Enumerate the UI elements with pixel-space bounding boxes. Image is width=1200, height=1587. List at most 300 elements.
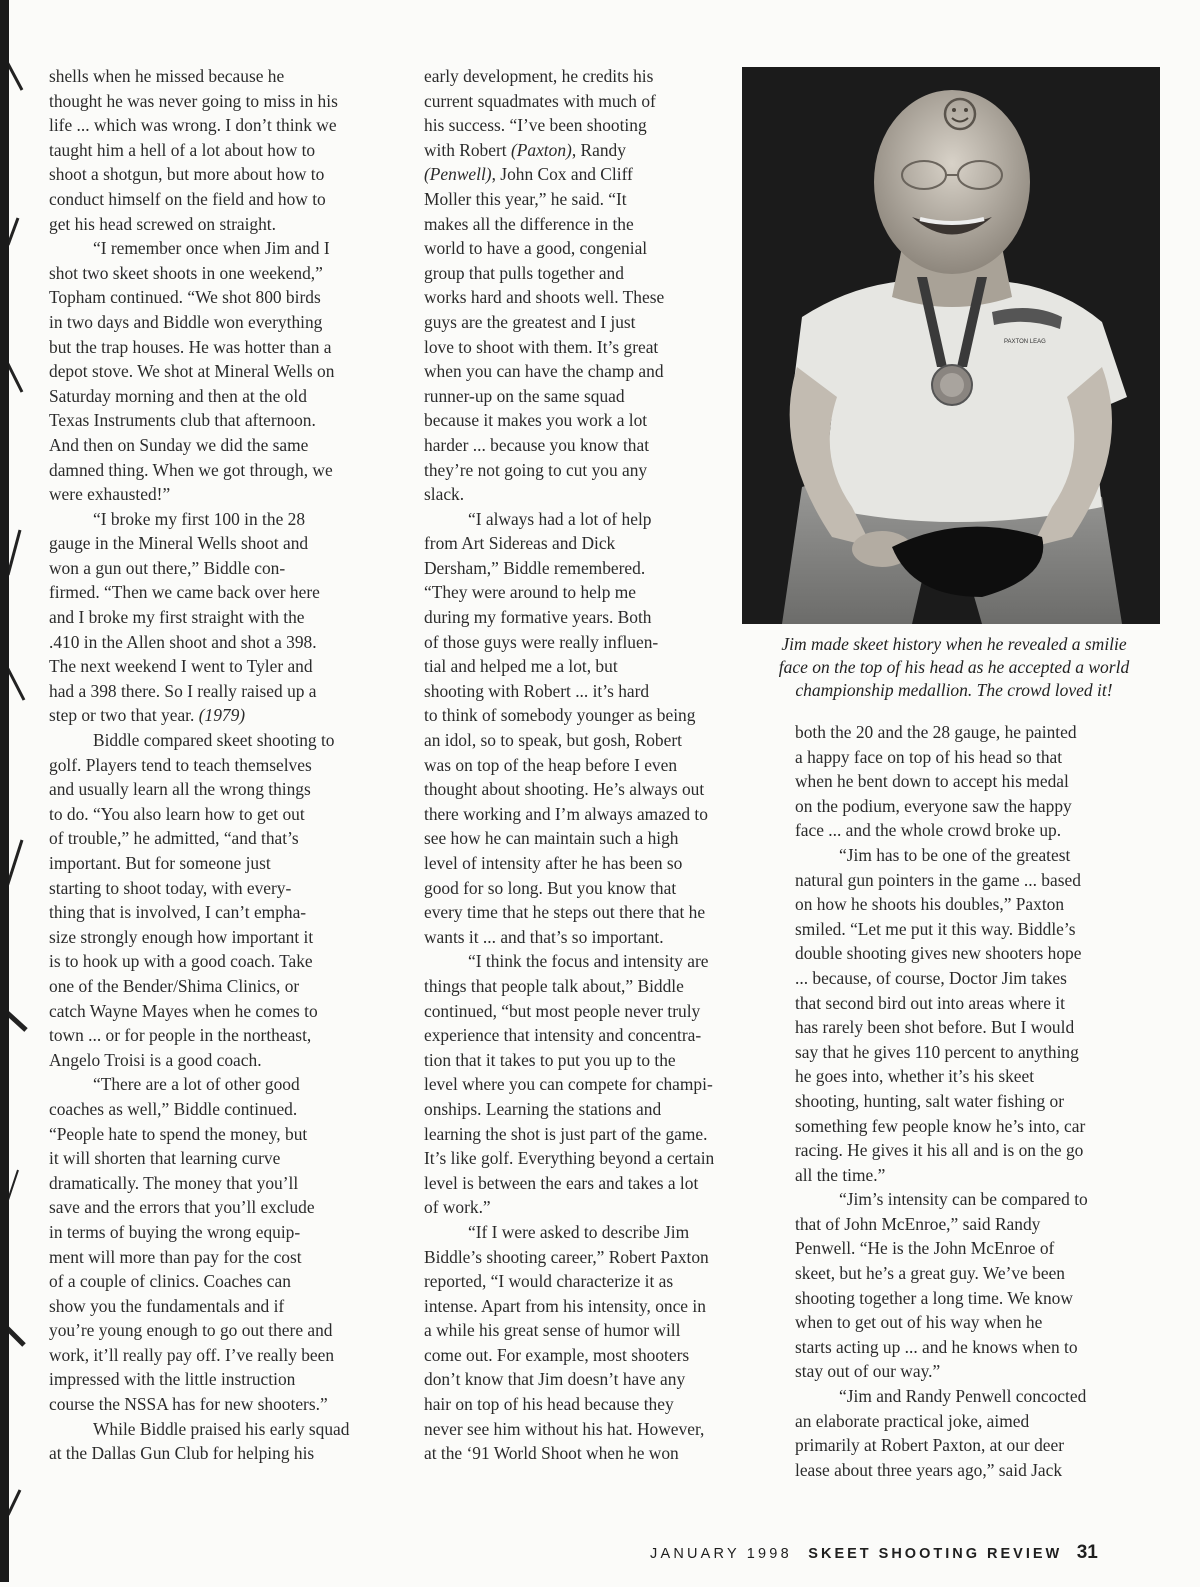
article-line — [49, 605, 409, 630]
line-text: runner-up on the same squad — [424, 385, 625, 406]
article-line — [49, 851, 409, 876]
line-text: love to shoot with them. It’s great — [424, 336, 659, 357]
article-line — [49, 777, 409, 802]
article-line — [795, 1138, 1155, 1163]
binding-strip — [0, 0, 9, 1582]
line-text: of trouble,” he admitted, “and that’s — [49, 828, 299, 849]
line-text: Biddle’s shooting career,” Robert Paxton — [424, 1246, 709, 1267]
article-line — [49, 64, 409, 89]
article-line — [424, 507, 769, 532]
line-text: say that he gives 110 percent to anything — [795, 1041, 1079, 1062]
article-line — [49, 1269, 409, 1294]
line-text: never see him without his hat. However, — [424, 1418, 705, 1439]
article-line — [795, 769, 1155, 794]
article-line — [424, 900, 769, 925]
line-text: he goes into, whether it’s his skeet — [795, 1066, 1035, 1087]
line-text: continued, “but most people never truly — [424, 1000, 701, 1021]
article-line — [795, 1433, 1155, 1458]
line-text: impressed with the little instruction — [49, 1369, 296, 1390]
line-text: town ... or for people in the northeast, — [49, 1025, 312, 1046]
article-line — [49, 138, 409, 163]
article-line — [49, 1146, 409, 1171]
line-text: “People hate to spend the money, but — [49, 1123, 308, 1144]
line-text: a while his great sense of humor will — [424, 1320, 681, 1341]
article-line — [424, 974, 769, 999]
article-line — [49, 1367, 409, 1392]
line-text: The next weekend I went to Tyler and — [49, 656, 313, 677]
line-text: golf. Players tend to teach themselves — [49, 754, 312, 775]
article-line — [424, 949, 769, 974]
line-text: life ... which was wrong. I don’t think we — [49, 115, 337, 136]
line-text: stay out of our way.” — [795, 1361, 941, 1382]
article-line — [795, 1163, 1155, 1188]
article-line — [49, 1220, 409, 1245]
article-line — [49, 335, 409, 360]
article-line — [795, 843, 1155, 868]
line-text: every time that he steps out there that he — [424, 902, 706, 923]
article-line — [795, 1089, 1155, 1114]
article-line — [49, 654, 409, 679]
line-text: “If I were asked to describe Jim — [468, 1221, 690, 1242]
line-text: world to have a good, congenial — [424, 238, 648, 259]
line-text: that of John McEnroe,” said Randy — [795, 1213, 1041, 1234]
article-line — [424, 113, 769, 138]
line-text: “I remember once when Jim and I — [93, 238, 330, 259]
line-text: during my formative years. Both — [424, 607, 652, 628]
article-line — [795, 1359, 1155, 1384]
article-line — [795, 1212, 1155, 1237]
line-text: “I broke my first 100 in the 28 — [93, 508, 306, 529]
line-text: harder ... because you know that — [424, 434, 650, 455]
line-text: Biddle compared skeet shooting to — [93, 730, 335, 751]
article-line — [49, 1318, 409, 1343]
page-footer — [650, 1542, 1150, 1564]
article-line — [424, 1318, 769, 1343]
line-text: ment will more than pay for the cost — [49, 1246, 302, 1267]
article-line — [424, 1195, 769, 1220]
line-text: with Robert — [424, 139, 507, 160]
article-line — [795, 1040, 1155, 1065]
article-line — [49, 728, 409, 753]
line-text: from Art Sidereas and Dick — [424, 533, 616, 554]
line-text: a happy face on top of his head so that — [795, 746, 1063, 767]
article-line — [424, 310, 769, 335]
line-text: on the podium, everyone saw the happy — [795, 795, 1072, 816]
line-text: of those guys were really influen- — [424, 631, 659, 652]
line-text: gauge in the Mineral Wells shoot and — [49, 533, 309, 554]
article-line — [795, 1310, 1155, 1335]
article-line — [424, 162, 769, 187]
article-line — [795, 1286, 1155, 1311]
line-text: there working and I’m always amazed to — [424, 803, 708, 824]
line-text: because it makes you work a lot — [424, 410, 648, 431]
article-column-3 — [795, 720, 1155, 1482]
caption-line-3: championship medallion. The crowd loved it! — [795, 680, 1113, 700]
line-text: ... because, of course, Doctor Jim takes — [795, 967, 1067, 988]
line-text: Topham continued. “We shot 800 birds — [49, 287, 321, 308]
line-text: you’re young enough to go out there and — [49, 1320, 333, 1341]
line-text: .410 in the Allen shoot and shot a 398. — [49, 631, 317, 652]
page-number: 31 — [1076, 1542, 1098, 1563]
article-line — [424, 359, 769, 384]
line-text: current squadmates with much of — [424, 90, 656, 111]
line-text: see how he can maintain such a high — [424, 828, 679, 849]
line-text: thought about shooting. He’s always out — [424, 779, 705, 800]
line-text: shoot a shotgun, but more about how to — [49, 164, 325, 185]
line-text: of work.” — [424, 1197, 491, 1218]
line-text: was on top of the heap before I even — [424, 754, 678, 775]
article-line — [795, 991, 1155, 1016]
line-text: something few people know he’s into, car — [795, 1115, 1086, 1136]
article-line — [49, 1294, 409, 1319]
line-text: “Jim’s intensity can be compared to — [839, 1189, 1088, 1210]
line-text: get his head screwed on straight. — [49, 213, 276, 234]
line-text: “Jim has to be one of the greatest — [839, 844, 1071, 865]
line-text: thought he was never going to miss in his — [49, 90, 338, 111]
line-text: level is between the ears and takes a lot — [424, 1172, 699, 1193]
article-line — [424, 187, 769, 212]
article-line — [424, 876, 769, 901]
line-text: coaches as well,” Biddle continued. — [49, 1098, 298, 1119]
article-line — [49, 261, 409, 286]
line-text: guys are the greatest and I just — [424, 311, 636, 332]
article-line — [424, 605, 769, 630]
article-line — [424, 433, 769, 458]
line-text: but the trap houses. He was hotter than a — [49, 336, 332, 357]
article-line — [424, 261, 769, 286]
line-text: dramatically. The money that you’ll — [49, 1172, 299, 1193]
line-text: an idol, so to speak, but gosh, Robert — [424, 730, 682, 751]
line-emphasis: (Paxton) — [510, 139, 572, 160]
article-line — [795, 1015, 1155, 1040]
line-text: taught him a hell of a lot about how to — [49, 139, 316, 160]
article-line — [49, 703, 409, 728]
article-line — [795, 818, 1155, 843]
article-line — [424, 1220, 769, 1245]
article-line — [424, 335, 769, 360]
article-line — [795, 868, 1155, 893]
line-text: “I think the focus and intensity are — [468, 951, 709, 972]
article-line — [795, 745, 1155, 770]
line-text: size strongly enough how important it — [49, 926, 314, 947]
line-text: Penwell. “He is the John McEnroe of — [795, 1238, 1055, 1259]
article-line — [49, 949, 409, 974]
line-text: that second bird out into areas where it — [795, 992, 1065, 1013]
footer-issue-date: JANUARY 1998 — [650, 1546, 792, 1562]
article-line — [424, 408, 769, 433]
line-text: show you the fundamentals and if — [49, 1295, 285, 1316]
line-text: natural gun pointers in the game ... based — [795, 869, 1081, 890]
line-text: group that pulls together and — [424, 262, 624, 283]
line-text: racing. He gives it his all and is on the go — [795, 1140, 1084, 1161]
line-text: damned thing. When we got through, we — [49, 459, 333, 480]
line-text: onships. Learning the stations and — [424, 1098, 662, 1119]
article-line — [49, 531, 409, 556]
article-line — [424, 89, 769, 114]
line-text: “There are a lot of other good — [93, 1074, 300, 1095]
line-text: they’re not going to cut you any — [424, 459, 648, 480]
article-line — [49, 1195, 409, 1220]
line-text: double shooting gives new shooters hope — [795, 943, 1082, 964]
caption-line-1: Jim made skeet history when he revealed a smilie — [781, 634, 1127, 654]
article-line — [424, 531, 769, 556]
article-line — [795, 917, 1155, 942]
line-text: level where you can compete for champi- — [424, 1074, 713, 1095]
article-line — [49, 507, 409, 532]
shirt-logo-text: PAXTON LEAG — [1004, 339, 1046, 345]
line-text: to do. “You also learn how to get out — [49, 803, 305, 824]
line-text: shells when he missed because he — [49, 66, 285, 86]
article-line — [424, 703, 769, 728]
article-line — [424, 212, 769, 237]
article-line — [424, 1122, 769, 1147]
line-text: catch Wayne Mayes when he comes to — [49, 1000, 318, 1021]
article-line — [424, 851, 769, 876]
article-line — [424, 1441, 769, 1466]
line-text: good for so long. But you know that — [424, 877, 677, 898]
line-text: his success. “I’ve been shooting — [424, 115, 647, 136]
line-text: don’t know that Jim doesn’t have any — [424, 1369, 686, 1390]
line-text: Texas Instruments club that afternoon. — [49, 410, 316, 431]
article-line — [795, 1335, 1155, 1360]
line-text: come out. For example, most shooters — [424, 1344, 690, 1365]
line-text: of a couple of clinics. Coaches can — [49, 1271, 291, 1292]
article-line — [49, 974, 409, 999]
line-text: “I always had a lot of help — [468, 508, 652, 529]
article-line — [424, 1146, 769, 1171]
article-line — [49, 384, 409, 409]
line-text: reported, “I would characterize it as — [424, 1271, 674, 1292]
article-line — [49, 1048, 409, 1073]
line-text: Moller this year,” he said. “It — [424, 188, 627, 209]
line-text: face ... and the whole crowd broke up. — [795, 820, 1062, 841]
line-text: “They were around to help me — [424, 582, 636, 603]
line-text: starts acting up ... and he knows when to — [795, 1336, 1078, 1357]
article-line — [49, 212, 409, 237]
article-line — [795, 1261, 1155, 1286]
line-text: to think of somebody younger as being — [424, 705, 696, 726]
article-line — [795, 1187, 1155, 1212]
article-line — [424, 1072, 769, 1097]
line-text: all the time.” — [795, 1164, 886, 1185]
line-text: in two days and Biddle won everything — [49, 311, 323, 332]
photo-caption — [739, 633, 1169, 702]
line-text: one of the Bender/Shima Clinics, or — [49, 975, 300, 996]
article-line — [49, 802, 409, 827]
line-text: important. But for someone just — [49, 853, 271, 873]
line-text: depot stove. We shot at Mineral Wells on — [49, 361, 335, 382]
line-text: things that people talk about,” Biddle — [424, 975, 684, 996]
article-line — [49, 876, 409, 901]
article-line — [424, 138, 769, 163]
line-text: makes all the difference in the — [424, 213, 634, 234]
line-text: firmed. “Then we came back over here — [49, 582, 320, 603]
line-text: Dersham,” Biddle remembered. — [424, 557, 646, 578]
article-line — [424, 1171, 769, 1196]
line-emphasis: (1979) — [198, 705, 246, 726]
article-line — [424, 236, 769, 261]
article-line — [49, 482, 409, 507]
photo-illustration — [742, 67, 1160, 624]
article-line — [795, 1409, 1155, 1434]
caption-line-2: face on the top of his head as he accepted a world — [778, 657, 1130, 677]
article-line — [49, 359, 409, 384]
line-text: at the Dallas Gun Club for helping his — [49, 1443, 315, 1464]
article-line — [49, 408, 409, 433]
article-line — [49, 89, 409, 114]
article-line — [424, 1367, 769, 1392]
line-text: at the ‘91 World Shoot when he won — [424, 1443, 679, 1464]
line-text: both the 20 and the 28 gauge, he painted — [795, 722, 1077, 742]
line-text: has rarely been shot before. But I would — [795, 1017, 1075, 1038]
line-text: conduct himself on the field and how to — [49, 188, 326, 209]
article-line — [795, 1114, 1155, 1139]
article-line — [795, 1384, 1155, 1409]
article-line — [49, 285, 409, 310]
article-line — [49, 433, 409, 458]
article-line — [49, 1343, 409, 1368]
article-line — [424, 753, 769, 778]
article-line — [49, 556, 409, 581]
article-line — [49, 310, 409, 335]
article-line — [424, 1097, 769, 1122]
article-line — [424, 802, 769, 827]
line-text: It’s like golf. Everything beyond a certain — [424, 1148, 715, 1169]
line-text: shooting together a long time. We know — [795, 1287, 1073, 1308]
line-text: And then on Sunday we did the same — [49, 434, 309, 455]
article-line — [795, 1458, 1155, 1483]
article-line — [424, 556, 769, 581]
line-text: course the NSSA has for new shooters.” — [49, 1394, 328, 1415]
line-text: wants it ... and that’s so important. — [424, 926, 664, 947]
article-line — [795, 1236, 1155, 1261]
article-line — [49, 925, 409, 950]
article-line — [795, 966, 1155, 991]
page-binding-edge — [0, 0, 40, 1582]
article-line — [424, 64, 769, 89]
line-text: and I broke my first straight with the — [49, 607, 305, 628]
article-line — [49, 187, 409, 212]
article-line — [49, 1097, 409, 1122]
article-line — [424, 630, 769, 655]
article-line — [795, 1064, 1155, 1089]
line-text: lease about three years ago,” said Jack — [795, 1459, 1063, 1480]
article-line — [424, 999, 769, 1024]
line-text: had a 398 there. So I really raised up a — [49, 680, 317, 701]
article-line — [49, 1245, 409, 1270]
line-text: shooting, hunting, salt water fishing or — [795, 1090, 1065, 1111]
article-line — [49, 1392, 409, 1417]
article-line — [424, 1392, 769, 1417]
line-text: skeet, but he’s a great guy. We’ve been — [795, 1263, 1065, 1284]
line-emphasis: (Penwell) — [424, 164, 492, 185]
line-text: on how he shoots his doubles,” Paxton — [795, 894, 1065, 915]
article-line — [424, 1417, 769, 1442]
line-text: learning the shot is just part of the game. — [424, 1123, 708, 1144]
line-text: it will shorten that learning curve — [49, 1148, 281, 1169]
line-text: level of intensity after he has been so — [424, 853, 683, 873]
article-line — [49, 900, 409, 925]
line-text: tial and helped me a lot, but — [424, 656, 618, 677]
article-line — [424, 728, 769, 753]
line-text: Saturday morning and then at the old — [49, 385, 307, 406]
article-column-2 — [424, 64, 769, 1466]
article-line — [424, 1269, 769, 1294]
article-line — [424, 777, 769, 802]
photo-jim-biddle-medal — [742, 67, 1160, 624]
article-line — [49, 753, 409, 778]
line-text-after: , John Cox and Cliff — [491, 164, 633, 185]
article-line — [424, 1294, 769, 1319]
article-line — [424, 1023, 769, 1048]
line-text: Angelo Troisi is a good coach. — [49, 1049, 262, 1070]
line-text: is to hook up with a good coach. Take — [49, 951, 313, 972]
line-text: an elaborate practical joke, aimed — [795, 1410, 1030, 1431]
line-text: when to get out of his way when he — [795, 1312, 1043, 1333]
line-text-after: , Randy — [571, 139, 626, 160]
article-line — [49, 1023, 409, 1048]
line-text: shot two skeet shoots in one weekend,” — [49, 262, 323, 283]
article-line — [49, 1072, 409, 1097]
footer-magazine-title: SKEET SHOOTING REVIEW — [808, 1546, 1063, 1562]
line-text: work, it’ll really pay off. I’ve really been — [49, 1344, 335, 1365]
article-line — [49, 162, 409, 187]
line-text: when you can have the champ and — [424, 361, 664, 382]
article-line — [424, 458, 769, 483]
article-line — [49, 630, 409, 655]
line-text: step or two that year. — [49, 705, 195, 726]
line-text: hair on top of his head because they — [424, 1394, 674, 1415]
article-line — [424, 679, 769, 704]
line-text: early development, he credits his — [424, 66, 654, 86]
article-line — [49, 1122, 409, 1147]
line-text: experience that intensity and concentra- — [424, 1025, 702, 1046]
line-text: starting to shoot today, with every- — [49, 877, 292, 898]
line-text: works hard and shoots well. These — [424, 287, 665, 308]
line-text: intense. Apart from his intensity, once in — [424, 1295, 706, 1316]
article-line — [795, 794, 1155, 819]
article-line — [795, 892, 1155, 917]
article-line — [49, 580, 409, 605]
article-line — [424, 580, 769, 605]
article-line — [49, 458, 409, 483]
line-text: were exhausted!” — [49, 484, 171, 505]
article-line — [424, 925, 769, 950]
line-text: when he bent down to accept his medal — [795, 771, 1069, 792]
article-line — [424, 1343, 769, 1368]
article-line — [795, 720, 1155, 745]
article-line — [49, 826, 409, 851]
article-line — [49, 999, 409, 1024]
article-line — [424, 654, 769, 679]
article-line — [424, 384, 769, 409]
article-line — [49, 1441, 409, 1466]
article-column-1 — [49, 64, 409, 1466]
line-text: and usually learn all the wrong things — [49, 779, 311, 800]
line-text: shooting with Robert ... it’s hard — [424, 680, 650, 701]
article-line — [424, 1245, 769, 1270]
line-text: thing that is involved, I can’t empha- — [49, 902, 307, 923]
article-line — [49, 113, 409, 138]
line-text: primarily at Robert Paxton, at our deer — [795, 1435, 1064, 1456]
line-text: While Biddle praised his early squad — [93, 1418, 350, 1439]
article-line — [49, 236, 409, 261]
article-line — [424, 482, 769, 507]
article-line — [49, 1417, 409, 1442]
article-line — [424, 1048, 769, 1073]
line-text: in terms of buying the wrong equip- — [49, 1221, 301, 1242]
line-text: smiled. “Let me put it this way. Biddle’s — [795, 918, 1076, 939]
